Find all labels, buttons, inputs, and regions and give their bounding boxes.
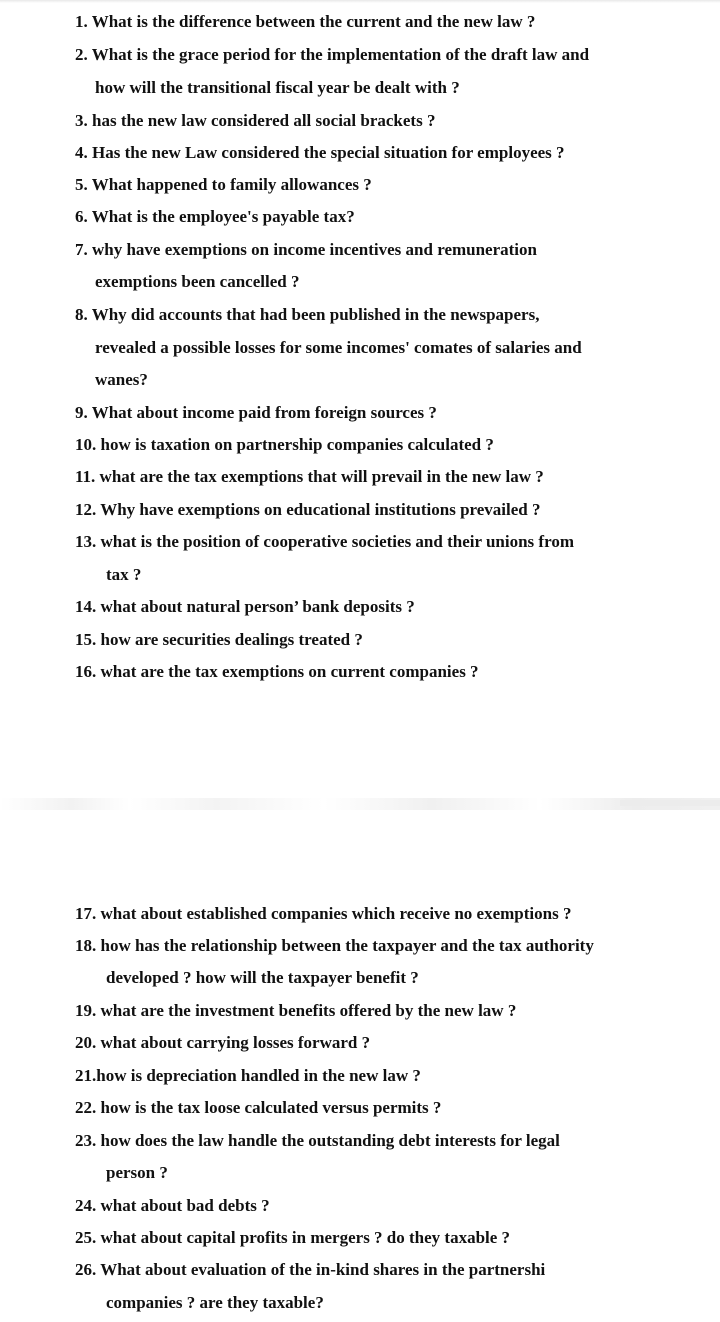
question-19: 19. what are the investment benefits offered by the new law ?	[75, 1001, 517, 1020]
question-12: 12. Why have exemptions on educational institutions prevailed ?	[75, 500, 541, 519]
question-18-continued: developed ? how will the taxpayer benefit ?	[106, 968, 419, 987]
question-8-continued: revealed a possible losses for some incomes' comates of salaries and	[95, 338, 582, 357]
question-25: 25. what about capital profits in mergers ? do they taxable ?	[75, 1228, 511, 1247]
question-14: 14. what about natural person’ bank deposits ?	[75, 597, 415, 616]
question-21: 21.how is depreciation handled in the new law ?	[75, 1066, 421, 1085]
question-15: 15. how are securities dealings treated ?	[75, 630, 363, 649]
question-16: 16. what are the tax exemptions on current companies ?	[75, 662, 479, 681]
question-8-continued-2: wanes?	[95, 370, 148, 389]
question-10: 10. how is taxation on partnership companies calculated ?	[75, 435, 494, 454]
question-2: 2. What is the grace period for the implementation of the draft law and	[75, 45, 590, 64]
question-9: 9. What about income paid from foreign sources ?	[75, 403, 437, 422]
question-2-continued: how will the transitional fiscal year be dealt with ?	[95, 78, 460, 97]
question-7: 7. why have exemptions on income incentives and remuneration	[75, 240, 537, 259]
question-3: 3. has the new law considered all social brackets ?	[75, 111, 436, 130]
question-11: 11. what are the tax exemptions that will prevail in the new law ?	[75, 467, 544, 486]
question-24: 24. what about bad debts ?	[75, 1196, 270, 1215]
question-5: 5. What happened to family allowances ?	[75, 175, 372, 194]
question-23: 23. how does the law handle the outstanding debt interests for legal	[75, 1131, 560, 1150]
question-4: 4. Has the new Law considered the special situation for employees ?	[75, 143, 565, 162]
question-22: 22. how is the tax loose calculated versus permits ?	[75, 1098, 442, 1117]
question-20: 20. what about carrying losses forward ?	[75, 1033, 371, 1052]
question-13-continued: tax ?	[106, 565, 142, 584]
page-fold-highlight	[600, 1228, 630, 1308]
question-18: 18. how has the relationship between the taxpayer and the tax authority	[75, 936, 594, 955]
question-26-continued: companies ? are they taxable?	[106, 1293, 324, 1312]
question-7-continued: exemptions been cancelled ?	[95, 272, 300, 291]
question-6: 6. What is the employee's payable tax?	[75, 207, 355, 226]
question-13: 13. what is the position of cooperative societies and their unions from	[75, 532, 574, 551]
question-26: 26. What about evaluation of the in-kind shares in the partnershi	[75, 1260, 546, 1279]
question-23-continued: person ?	[106, 1163, 168, 1182]
question-17: 17. what about established companies which receive no exemptions ?	[75, 904, 572, 923]
question-8: 8. Why did accounts that had been published in the newspapers,	[75, 305, 540, 324]
page-divider	[0, 798, 720, 810]
question-1: 1. What is the difference between the current and the new law ?	[75, 12, 536, 31]
